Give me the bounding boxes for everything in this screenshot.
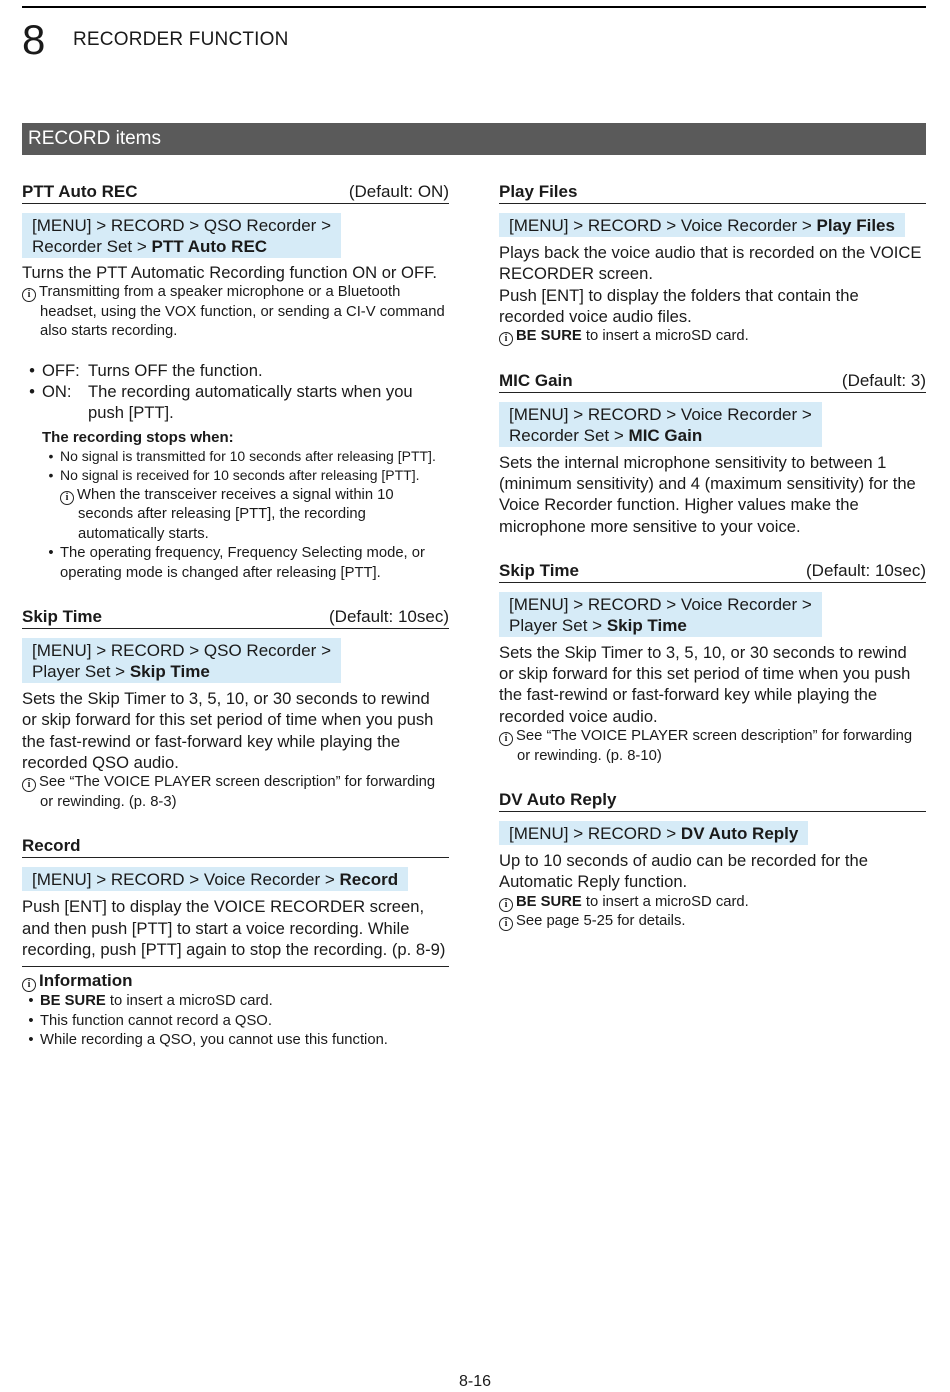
- left-column: [22, 180, 449, 1051]
- section-title: RECORD items: [22, 123, 926, 155]
- info-icon: i: [22, 978, 36, 992]
- item-description: Plays back the voice audio that is recorded on the VOICE RECORDER screen. Push [ENT] to display the folders that contain the recorded voice audio files.: [499, 243, 922, 326]
- information-item: • This function cannot record a QSO.: [28, 1012, 272, 1029]
- item-skip-time-qso: [22, 605, 449, 812]
- item-name: Record: [22, 836, 81, 856]
- option-item: • ON: The recording automatically starts when you push [PTT].: [29, 382, 413, 423]
- item-description: Push [ENT] to display the VOICE RECORDER screen, and then push [PTT] to start a voice recording. While recording, push [PTT] again to stop the recording. (p. 8-9): [22, 897, 446, 959]
- item-heading: [22, 834, 449, 858]
- chapter-title: RECORDER FUNCTION: [73, 29, 289, 50]
- item-note: i See “The VOICE PLAYER screen description” for forwarding or rewinding. (p. 8-10): [499, 727, 926, 766]
- item-heading: [499, 559, 926, 583]
- item-default: (Default: 3): [841, 370, 926, 390]
- info-icon: i: [499, 732, 513, 746]
- item-name: MIC Gain: [499, 370, 573, 390]
- menu-path: [MENU] > RECORD > Voice Recorder > Player Set > Skip Time: [499, 592, 822, 637]
- item-default: (Default: ON): [348, 182, 449, 201]
- menu-path: [MENU] > RECORD > DV Auto Reply: [499, 821, 808, 845]
- menu-path: [MENU] > RECORD > Voice Recorder > Recorder Set > MIC Gain: [499, 402, 822, 447]
- item-description: Sets the Skip Timer to 3, 5, 10, or 30 seconds to rewind or skip forward for this set period of time when you push the fast-rewind or fast-forward key while playing the recorded voice audio.: [499, 642, 911, 726]
- stop-conditions-title: The recording stops when:: [42, 428, 234, 446]
- stop-conditions-more: [42, 544, 449, 583]
- item-note: i See page 5-25 for details.: [499, 912, 926, 932]
- stop-note: i When the transceiver receives a signal within 10 seconds after releasing [PTT], the recording automatically starts.: [60, 486, 449, 545]
- item-heading: [499, 369, 926, 393]
- info-icon: i: [499, 917, 513, 931]
- menu-path: [MENU] > RECORD > Voice Recorder > Record: [22, 867, 408, 891]
- item-description: Sets the internal microphone sensitivity to between 1 (minimum sensitivity) and 4 (maximum sensitivity) for the Voice Recorder function. Higher values make the microphone more sensitive to your voice.: [499, 452, 916, 536]
- right-column: [499, 180, 926, 932]
- item-heading: [22, 605, 449, 629]
- stop-item: • The operating frequency, Frequency Selecting mode, or operating mode is changed after releasing [PTT].: [48, 545, 425, 581]
- item-description: Sets the Skip Timer to 3, 5, 10, or 30 seconds to rewind or skip forward for this set period of time when you push the fast-rewind or fast-forward key while playing the recorded QSO audio.: [22, 689, 434, 773]
- item-mic-gain: [499, 369, 926, 537]
- menu-path: [MENU] > RECORD > QSO Recorder > Recorder Set > PTT Auto REC: [22, 213, 341, 258]
- menu-path: [MENU] > RECORD > QSO Recorder > Player Set > Skip Time: [22, 638, 341, 683]
- item-record: [22, 834, 449, 1050]
- info-icon: i: [22, 288, 36, 302]
- information-block: [22, 966, 449, 1051]
- stop-item: • No signal is received for 10 seconds after releasing [PTT].: [48, 467, 420, 484]
- option-list: [22, 360, 449, 424]
- item-note: i BE SURE to insert a microSD card.: [499, 893, 926, 913]
- item-name: Play Files: [499, 182, 578, 201]
- menu-path: [MENU] > RECORD > Voice Recorder > Play Files: [499, 213, 905, 237]
- item-note: i Transmitting from a speaker microphone or a Bluetooth headset, using the VOX function, or sending a CI-V command also starts recording.: [22, 283, 449, 342]
- item-name: Skip Time: [499, 560, 579, 580]
- info-icon: i: [22, 778, 36, 792]
- information-item: • BE SURE to insert a microSD card.: [28, 993, 273, 1010]
- item-heading: [499, 180, 926, 204]
- item-name: PTT Auto REC: [22, 182, 138, 201]
- info-icon: i: [499, 332, 513, 346]
- item-name: DV Auto Reply: [499, 790, 617, 810]
- option-item: • OFF: Turns OFF the function.: [29, 360, 263, 380]
- item-default: (Default: 10sec): [806, 560, 926, 580]
- item-heading: [22, 180, 449, 204]
- stop-conditions: [42, 428, 449, 486]
- item-dv-auto-reply: [499, 788, 926, 932]
- item-ptt-auto-rec: [22, 180, 449, 583]
- item-note: i See “The VOICE PLAYER screen description” for forwarding or rewinding. (p. 8-3): [22, 773, 449, 812]
- information-item: • While recording a QSO, you cannot use this function.: [28, 1032, 388, 1049]
- item-note: i BE SURE to insert a microSD card.: [499, 327, 926, 347]
- item-skip-time-voice: [499, 559, 926, 766]
- item-play-files: [499, 180, 926, 347]
- item-heading: [499, 788, 926, 812]
- page-number: 8-16: [458, 1373, 492, 1390]
- item-name: Skip Time: [22, 607, 102, 627]
- item-description: Up to 10 seconds of audio can be recorded for the Automatic Reply function.: [499, 851, 868, 892]
- stop-item: • No signal is transmitted for 10 seconds after releasing [PTT].: [48, 447, 436, 464]
- information-title: i Information: [22, 970, 449, 992]
- chapter-number: 8: [22, 16, 46, 63]
- item-default: (Default: 10sec): [329, 607, 449, 627]
- header-rule: [22, 6, 926, 8]
- info-icon: i: [60, 491, 74, 505]
- info-icon: i: [499, 898, 513, 912]
- item-description: Turns the PTT Automatic Recording function ON or OFF.: [22, 263, 438, 282]
